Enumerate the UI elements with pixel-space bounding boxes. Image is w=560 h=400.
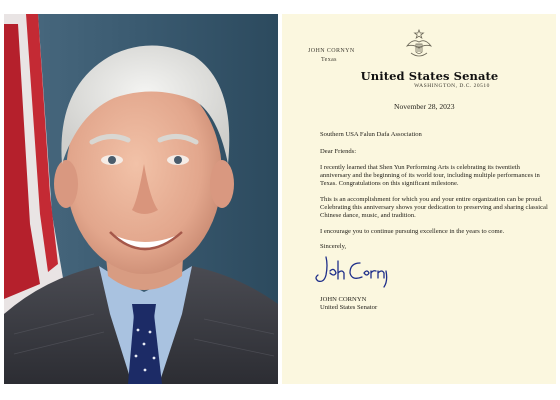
signer-title: United States Senator (320, 304, 378, 312)
letter-body (320, 131, 548, 259)
letter-date: November 28, 2023 (394, 102, 455, 111)
signer-block (320, 296, 377, 313)
paragraph-1: I recently learned that Shen Yun Performing Arts is celebrating its twentieth anniversary and the beginning of its world tour, including multiple performances in Texas. Congratulations on this significant milestone. (320, 163, 540, 188)
paragraph-3: I encourage you to continue pursuing excellence in the years to come. (320, 227, 505, 235)
recipient-line: Southern USA Falun Dafa Association (320, 131, 422, 138)
institution-city: WASHINGTON, D.C. 20510 (414, 83, 490, 89)
signer-name: JOHN CORNYN (320, 296, 367, 303)
senate-seal-icon (401, 26, 437, 62)
senate-letter (282, 14, 556, 384)
sender-name: JOHN CORNYN (308, 48, 355, 54)
greeting: Dear Friends: (320, 148, 357, 156)
paragraph-2: This is an accomplishment for which you and your entire organization can be proud. Celebrating this anniversary shows your dedication to preserving and sharing classical Chinese dance, music, and tradition. (320, 195, 548, 220)
closing: Sincerely, (320, 243, 347, 251)
letterhead-sender (308, 47, 355, 65)
senator-portrait-photo (4, 14, 278, 384)
sender-state: Texas (321, 57, 337, 63)
institution-name: United States Senate (360, 69, 499, 83)
handwritten-signature (312, 251, 392, 291)
portrait-illustration (4, 14, 278, 384)
